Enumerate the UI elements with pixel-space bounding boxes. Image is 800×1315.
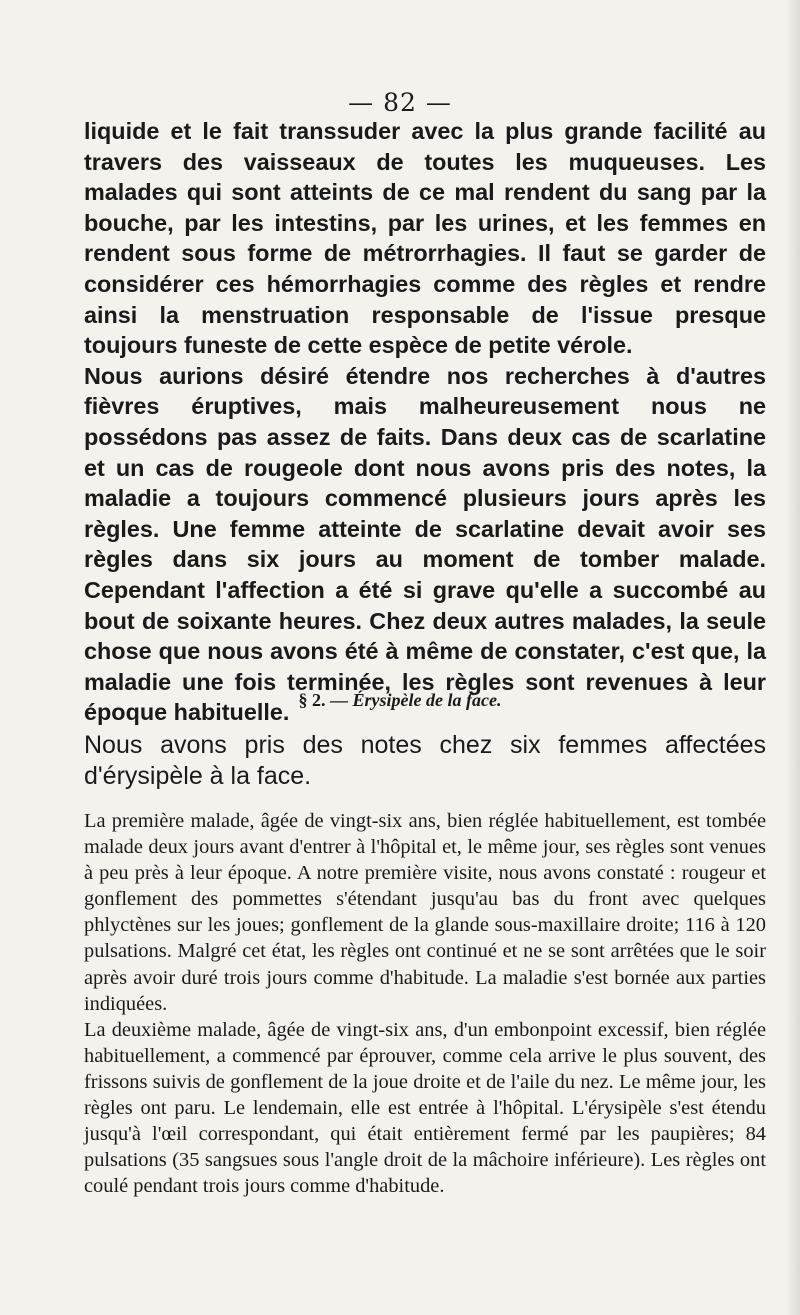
intro-paragraph: Nous avons pris des notes chez six femmes affectées d'érysipèle à la face. — [84, 731, 766, 790]
case-reports — [84, 808, 766, 1199]
case-paragraph-2: La deuxième malade, âgée de vingt-six ans, d'un embonpoint excessif, bien réglée habituellement, a commencé par éprouver, comme cela arrive le plus souvent, des frissons suivis de gonflement de la joue droite et de l'aile du nez. Le même jour, les règles ont paru. Le lendemain, elle est entrée à l'hôpital. L'érysipèle s'est étendu jusqu'à l'œil correspondant, qui était entièrement fermé par les paupières; 84 pulsations (35 sangsues sous l'angle droit de la mâchoire inférieure). Les règles ont coulé pendant trois jours comme d'habitude. — [84, 1018, 766, 1198]
paragraph-fievres-eruptives: Nous aurions désiré étendre nos recherches à d'autres fièvres éruptives, mais malheureusement nous ne possédons pas assez de faits. Dans deux cas de scarlatine et un cas de rougeole dont nous avons pris des notes, la maladie a toujours commencé plusieurs jours après les règles. Une femme atteinte de scarlatine devait avoir ses règles dans six jours au moment de tomber malade. Cependant l'affection a été si grave qu'elle a succombé au bout de soixante heures. Chez deux autres malades, la seule chose que nous avons été à même de constater, c'est que, la maladie une fois terminée, les règles sont revenues à leur époque habituelle. — [84, 362, 766, 726]
section-number: § 2. — — [298, 690, 349, 710]
paragraph-variole-end: liquide et le fait transsuder avec la plus grande facilité au travers des vaisseaux de toutes les muqueuses. Les malades qui sont atteints de ce mal rendent du sang par la bouche, par les intestins, par les urines, et les femmes en rendent sous forme de métrorrhagies. Il faut se garder de considérer ces hémorrhagies comme des règles et rendre ainsi la menstruation responsable de l'issue presque toujours funeste de cette espèce de petite vérole. — [84, 118, 766, 359]
page-edge-shadow — [786, 0, 800, 1315]
section-heading — [0, 690, 800, 711]
case-paragraph-1: La première malade, âgée de vingt-six ans, bien réglée habituellement, est tombée malade deux jours avant d'entrer à l'hôpital et, le même jour, ses règles sont venues à peu près à leur époque. A notre première visite, nous avons constaté : rougeur et gonflement des pommettes s'étendant jusqu'au bas du front avec quelques phlyctènes sur les joues; gonflement de la glande sous-maxillaire droite; 116 à 120 pulsations. Malgré cet état, les règles ont continué et ne se sont arrêtées que le soir après avoir duré trois jours comme d'habitude. La maladie s'est bornée aux parties indiquées. — [84, 810, 766, 1015]
page-number: — 82 — — [348, 88, 452, 117]
top-text-block — [84, 116, 766, 728]
section-title: Érysipèle de la face. — [352, 690, 502, 710]
section-intro — [84, 730, 766, 792]
